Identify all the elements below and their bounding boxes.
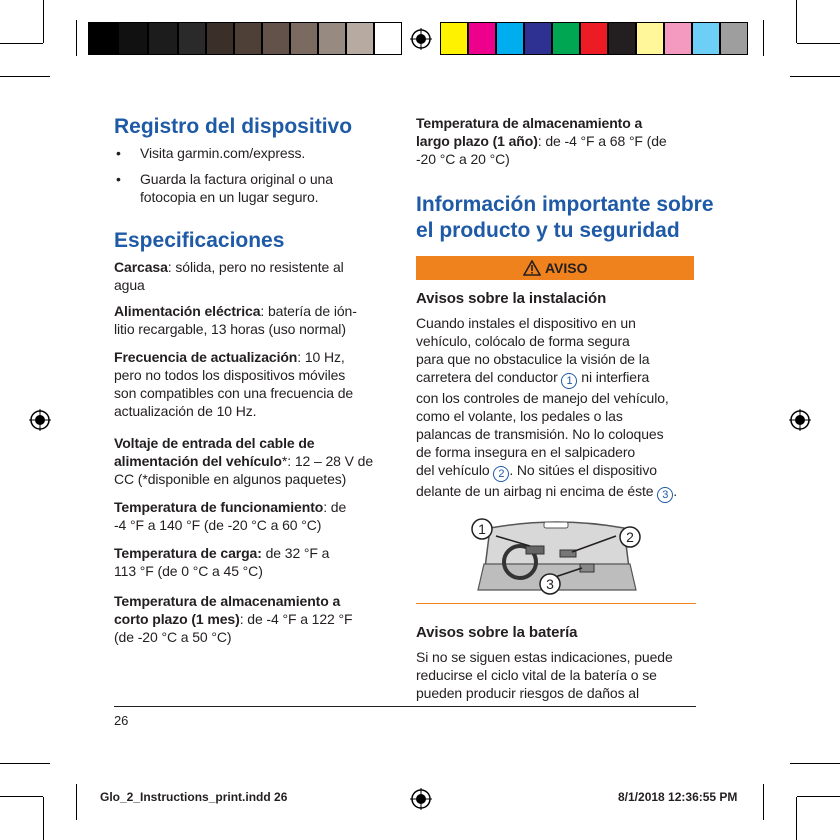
figure-callout-1: 1 — [478, 521, 486, 537]
install-line: . — [673, 483, 678, 499]
spec-almacenamiento-corto — [114, 592, 352, 646]
spec-label: Alimentación eléctrica — [114, 303, 261, 319]
install-line: del vehículo — [416, 462, 490, 478]
spec-text: agua — [114, 277, 145, 293]
spec-text: 113 °F (de 0 °C a 45 °C) — [114, 563, 263, 579]
spec-label: alimentación del vehículo — [114, 453, 282, 469]
callout-1-icon: 1 — [561, 373, 577, 389]
bullet-item: fotocopia en un lugar seguro. — [140, 189, 319, 205]
spec-frecuencia — [114, 348, 353, 420]
spec-text: CC (*disponible en algunos paquetes) — [114, 471, 347, 487]
spec-voltaje — [114, 434, 373, 488]
spec-carcasa — [114, 258, 344, 294]
bullet-item: Guarda la factura original o una — [140, 171, 333, 187]
spec-text: : de -4 °F a 122 °F — [239, 611, 353, 627]
figure-callout-3: 3 — [546, 576, 554, 592]
footer-filename: Glo_2_Instructions_print.indd 26 — [100, 790, 288, 804]
registro-heading: Registro del dispositivo — [114, 115, 353, 138]
install-line: vehículo, colócalo de forma segura — [416, 333, 630, 349]
spec-text: son compatibles con una frecuencia de — [114, 385, 354, 401]
bullet-dot: • — [116, 145, 121, 161]
install-line: carretera del conductor — [416, 369, 558, 385]
spec-text: : de -4 °F a 68 °F (de — [537, 133, 667, 149]
bullet-item: Visita garmin.com/express. — [140, 145, 306, 161]
info-heading-line: el producto y tu seguridad — [416, 219, 680, 242]
install-line: ni interfiera — [577, 369, 650, 385]
spec-label: Carcasa — [114, 259, 168, 275]
battery-line: pueden producir riesgos de daños al — [416, 685, 639, 701]
install-line: para que no obstaculice la visión de la — [416, 351, 650, 367]
install-paragraph — [416, 314, 716, 503]
install-line: con los controles de manejo del vehículo, — [416, 390, 669, 406]
spec-text: (de -20 °C a 50 °C) — [114, 629, 232, 645]
page-rule — [114, 706, 696, 707]
spec-text: : 10 Hz, — [297, 349, 345, 365]
aviso-label: AVISO — [544, 260, 588, 276]
spec-text: *: 12 – 28 V de — [281, 453, 374, 469]
spec-alimentacion — [114, 302, 357, 338]
spec-label: Temperatura de carga: — [114, 545, 262, 561]
install-line: como el volante, los pedales o las — [416, 408, 623, 424]
spec-text: : batería de ión- — [260, 303, 357, 319]
registration-mark-icon — [789, 409, 811, 431]
spec-text: : de — [323, 499, 347, 515]
dashboard-illustration — [462, 516, 652, 596]
aviso-banner — [416, 256, 694, 280]
install-line: delante de un airbag ni encima de éste — [416, 483, 654, 499]
registration-mark-icon — [410, 788, 432, 810]
spec-text: -20 °C a 20 °C) — [416, 151, 510, 167]
callout-2-icon: 2 — [493, 466, 509, 482]
spec-heading: Especificaciones — [114, 229, 285, 252]
install-line: palancas de transmisión. No lo coloques — [416, 426, 664, 442]
install-line: de forma insegura en el salpicadero — [416, 444, 636, 460]
battery-line: Si no se siguen estas indicaciones, puede — [416, 649, 673, 665]
registration-mark-icon — [410, 28, 432, 50]
battery-paragraph — [416, 648, 673, 702]
spec-label: Temperatura de almacenamiento a — [114, 593, 341, 609]
install-heading: Avisos sobre la instalación — [416, 290, 607, 307]
spec-text: -4 °F a 140 °F (de -20 °C a 60 °C) — [114, 517, 322, 533]
spec-text: pero no todos los dispositivos móviles — [114, 367, 346, 383]
spec-text: : sólida, pero no resistente al — [167, 259, 344, 275]
info-heading — [416, 192, 714, 244]
battery-line: reducirse el ciclo vital de la batería o se — [416, 667, 657, 683]
info-heading-line: Información importante sobre — [416, 193, 714, 216]
spec-carga — [114, 544, 329, 580]
spec-almacenamiento-largo — [416, 114, 667, 168]
section-rule — [416, 603, 696, 604]
spec-label: Frecuencia de actualización — [114, 349, 298, 365]
registration-mark-icon — [29, 409, 51, 431]
install-line: . No sitúes el dispositivo — [509, 462, 657, 478]
battery-heading: Avisos sobre la batería — [416, 624, 578, 641]
spec-text: actualización de 10 Hz. — [114, 403, 257, 419]
spec-text: litio recargable, 13 horas (uso normal) — [114, 321, 346, 337]
bullet-dot: • — [116, 171, 121, 187]
warning-triangle-icon — [523, 260, 541, 276]
footer-timestamp: 8/1/2018 12:36:55 PM — [618, 790, 738, 804]
spec-text: de 32 °F a — [261, 545, 330, 561]
spec-funcionamiento — [114, 498, 346, 534]
spec-label: Temperatura de almacenamiento a — [416, 115, 643, 131]
spec-label: Voltaje de entrada del cable de — [114, 435, 315, 451]
callout-3-icon: 3 — [657, 487, 673, 503]
spec-label: corto plazo (1 mes) — [114, 611, 240, 627]
install-line: Cuando instales el dispositivo en un — [416, 315, 636, 331]
figure-callout-2: 2 — [626, 529, 634, 545]
page-number: 26 — [114, 713, 129, 728]
spec-label: Temperatura de funcionamiento — [114, 499, 324, 515]
spec-label: largo plazo (1 año) — [416, 133, 538, 149]
